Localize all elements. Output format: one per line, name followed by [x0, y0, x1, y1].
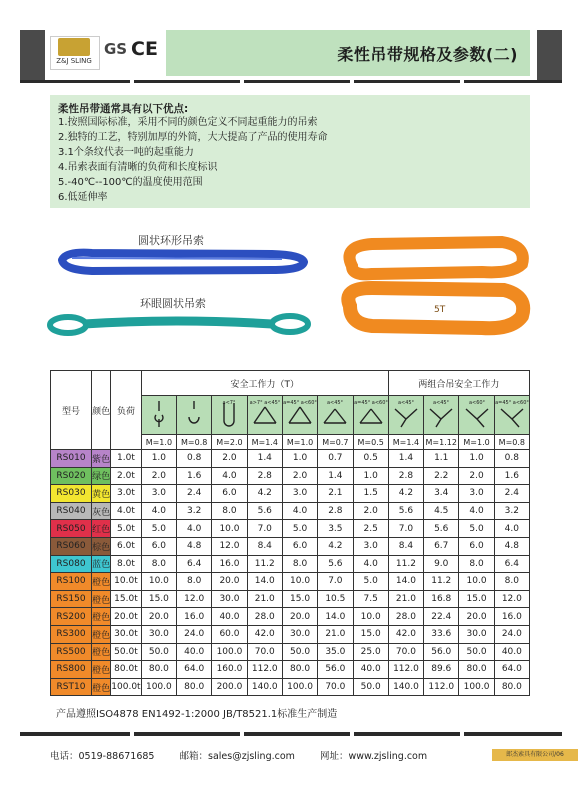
- value-cell: 0.7: [318, 450, 353, 468]
- value-cell: 100.0: [459, 678, 494, 696]
- value-cell: 1.4: [318, 467, 353, 485]
- value-cell: 7.0: [388, 520, 423, 538]
- contact-info: [50, 748, 449, 762]
- angle-label: a<7°: [222, 399, 236, 406]
- color-cell: 橙色: [92, 661, 111, 679]
- mode-factor: M=1.12: [424, 435, 459, 450]
- value-cell: 8.0: [212, 502, 247, 520]
- value-cell: 33.6: [424, 625, 459, 643]
- value-cell: 6.0: [141, 537, 176, 555]
- load-cell: 20.0t: [111, 608, 142, 626]
- value-cell: 80.0: [282, 661, 317, 679]
- load-cell: 80.0t: [111, 661, 142, 679]
- value-cell: 20.0: [212, 573, 247, 591]
- advantage-item: 3.1个条纹代表一吨的起重能力: [58, 147, 194, 158]
- value-cell: 64.0: [494, 661, 529, 679]
- value-cell: 3.0: [282, 485, 317, 503]
- advantage-item: 2.独特的工艺，特别加厚的外筒，大大提高了产品的使用寿命: [58, 132, 328, 143]
- value-cell: 4.5: [424, 502, 459, 520]
- table-row: [51, 467, 530, 485]
- value-cell: 16.0: [212, 555, 247, 573]
- value-cell: 5.0: [141, 520, 176, 538]
- page-tag: 郎杰索具有限公司/06: [492, 749, 578, 761]
- value-cell: 40.0: [177, 643, 212, 661]
- email: 邮箱：sales@zjsling.com: [179, 751, 295, 762]
- value-cell: 4.2: [318, 537, 353, 555]
- value-cell: 80.0: [494, 678, 529, 696]
- model-cell: RS050: [51, 520, 92, 538]
- value-cell: 89.6: [424, 661, 459, 679]
- table-row: [51, 573, 530, 591]
- value-cell: 42.0: [388, 625, 423, 643]
- col-header-pair-safe-load: 两组合吊安全工作力: [388, 371, 529, 396]
- color-cell: 灰色: [92, 502, 111, 520]
- value-cell: 15.0: [353, 625, 388, 643]
- gs-certification-icon: GS: [104, 40, 128, 58]
- model-cell: RS060: [51, 537, 92, 555]
- value-cell: 60.0: [212, 625, 247, 643]
- value-cell: 3.0: [141, 485, 176, 503]
- angle-label: a<45°: [327, 399, 344, 406]
- mode-factor: M=0.5: [353, 435, 388, 450]
- model-cell: RS300: [51, 625, 92, 643]
- value-cell: 200.0: [212, 678, 247, 696]
- advantage-item: 5.-40℃--100℃的温度使用范围: [58, 177, 203, 188]
- value-cell: 3.0: [353, 537, 388, 555]
- spec-table: [50, 370, 530, 696]
- value-cell: 5.6: [424, 520, 459, 538]
- caption-round-sling: 圆状环形吊索: [138, 234, 204, 247]
- lifting-config-icon: [177, 396, 212, 435]
- load-cell: 10.0t: [111, 573, 142, 591]
- value-cell: 22.4: [424, 608, 459, 626]
- color-cell: 紫色: [92, 450, 111, 468]
- value-cell: 4.2: [247, 485, 282, 503]
- value-cell: 0.8: [494, 450, 529, 468]
- model-cell: RS150: [51, 590, 92, 608]
- value-cell: 30.0: [141, 625, 176, 643]
- value-cell: 1.1: [424, 450, 459, 468]
- lifting-config-icon: [424, 396, 459, 435]
- mode-factor: M=0.8: [177, 435, 212, 450]
- color-cell: 棕色: [92, 537, 111, 555]
- value-cell: 28.0: [388, 608, 423, 626]
- phone: 电话：0519-88671685: [50, 751, 155, 762]
- value-cell: 14.0: [388, 573, 423, 591]
- col-header-load: 负荷: [111, 371, 142, 450]
- mode-factor: M=0.8: [494, 435, 529, 450]
- value-cell: 70.0: [247, 643, 282, 661]
- value-cell: 2.8: [318, 502, 353, 520]
- value-cell: 2.8: [388, 467, 423, 485]
- model-cell: RS500: [51, 643, 92, 661]
- value-cell: 112.0: [424, 678, 459, 696]
- model-cell: RS100: [51, 573, 92, 591]
- value-cell: 40.0: [494, 643, 529, 661]
- value-cell: 10.0: [282, 573, 317, 591]
- table-row: [51, 502, 530, 520]
- value-cell: 56.0: [424, 643, 459, 661]
- table-row: [51, 678, 530, 696]
- logo-text: Z&J SLING: [56, 57, 92, 65]
- value-cell: 3.0: [459, 485, 494, 503]
- value-cell: 5.0: [459, 520, 494, 538]
- load-cell: 100.0t: [111, 678, 142, 696]
- angle-label: a=45° a<60°: [353, 399, 388, 406]
- col-header-color: 颜色: [92, 371, 111, 450]
- angle-label: a<45°: [397, 399, 414, 406]
- value-cell: 50.0: [141, 643, 176, 661]
- model-cell: RS040: [51, 502, 92, 520]
- mode-factor: M=0.7: [318, 435, 353, 450]
- value-cell: 2.4: [494, 485, 529, 503]
- value-cell: 4.0: [282, 502, 317, 520]
- value-cell: 10.0: [353, 608, 388, 626]
- value-cell: 1.6: [494, 467, 529, 485]
- value-cell: 3.5: [318, 520, 353, 538]
- value-cell: 15.0: [282, 590, 317, 608]
- value-cell: 6.7: [424, 537, 459, 555]
- header-divider: [20, 80, 562, 83]
- value-cell: 30.0: [212, 590, 247, 608]
- value-cell: 1.0: [353, 467, 388, 485]
- value-cell: 0.5: [353, 450, 388, 468]
- color-cell: 橙色: [92, 573, 111, 591]
- value-cell: 8.0: [177, 573, 212, 591]
- value-cell: 12.0: [494, 590, 529, 608]
- value-cell: 1.5: [353, 485, 388, 503]
- value-cell: 6.4: [177, 555, 212, 573]
- value-cell: 140.0: [247, 678, 282, 696]
- load-cell: 30.0t: [111, 625, 142, 643]
- load-cell: 4.0t: [111, 502, 142, 520]
- table-row: [51, 485, 530, 503]
- angle-label: a>7° a<45°: [249, 399, 281, 406]
- value-cell: 16.0: [494, 608, 529, 626]
- value-cell: 1.6: [177, 467, 212, 485]
- value-cell: 70.0: [388, 643, 423, 661]
- value-cell: 64.0: [177, 661, 212, 679]
- value-cell: 4.2: [388, 485, 423, 503]
- value-cell: 20.0: [141, 608, 176, 626]
- lifting-config-icon: [353, 396, 388, 435]
- value-cell: 21.0: [318, 625, 353, 643]
- advantages-title: 柔性吊带通常具有以下优点:: [58, 103, 189, 115]
- value-cell: 100.0: [141, 678, 176, 696]
- color-cell: 橙色: [92, 678, 111, 696]
- value-cell: 21.0: [247, 590, 282, 608]
- value-cell: 16.8: [424, 590, 459, 608]
- angle-label: a<45°: [433, 399, 450, 406]
- value-cell: 21.0: [388, 590, 423, 608]
- value-cell: 11.2: [424, 573, 459, 591]
- value-cell: 7.0: [318, 573, 353, 591]
- value-cell: 15.0: [459, 590, 494, 608]
- value-cell: 5.6: [318, 555, 353, 573]
- load-cell: 3.0t: [111, 485, 142, 503]
- value-cell: 12.0: [177, 590, 212, 608]
- value-cell: 6.0: [282, 537, 317, 555]
- lifting-config-icon: [459, 396, 494, 435]
- value-cell: 4.0: [353, 555, 388, 573]
- value-cell: 6.4: [494, 555, 529, 573]
- model-cell: RS010: [51, 450, 92, 468]
- table-row: [51, 520, 530, 538]
- table-row: [51, 661, 530, 679]
- value-cell: 112.0: [388, 661, 423, 679]
- load-cell: 5.0t: [111, 520, 142, 538]
- color-cell: 橙色: [92, 625, 111, 643]
- value-cell: 2.2: [424, 467, 459, 485]
- value-cell: 80.0: [177, 678, 212, 696]
- table-row: [51, 590, 530, 608]
- col-header-model: 型号: [51, 371, 92, 450]
- value-cell: 8.4: [247, 537, 282, 555]
- lifting-config-icon: [494, 396, 529, 435]
- value-cell: 24.0: [494, 625, 529, 643]
- value-cell: 11.2: [247, 555, 282, 573]
- advantage-item: 4.吊索表面有清晰的负荷和长度标识: [58, 162, 218, 173]
- value-cell: 30.0: [282, 625, 317, 643]
- sling-load-label: 5T: [434, 305, 446, 315]
- value-cell: 6.0: [212, 485, 247, 503]
- lifting-config-icon: [141, 396, 176, 435]
- value-cell: 1.0: [459, 450, 494, 468]
- value-cell: 28.0: [247, 608, 282, 626]
- value-cell: 4.0: [177, 520, 212, 538]
- model-cell: RS030: [51, 485, 92, 503]
- value-cell: 5.6: [388, 502, 423, 520]
- value-cell: 4.8: [494, 537, 529, 555]
- value-cell: 5.0: [282, 520, 317, 538]
- value-cell: 35.0: [318, 643, 353, 661]
- load-cell: 50.0t: [111, 643, 142, 661]
- value-cell: 20.0: [459, 608, 494, 626]
- mode-factor: M=1.0: [459, 435, 494, 450]
- model-cell: RS200: [51, 608, 92, 626]
- value-cell: 8.4: [388, 537, 423, 555]
- value-cell: 24.0: [177, 625, 212, 643]
- value-cell: 8.0: [494, 573, 529, 591]
- value-cell: 20.0: [282, 608, 317, 626]
- value-cell: 4.0: [494, 520, 529, 538]
- value-cell: 2.4: [177, 485, 212, 503]
- color-cell: 蓝色: [92, 555, 111, 573]
- load-cell: 6.0t: [111, 537, 142, 555]
- eye-sling-image: [46, 312, 314, 338]
- value-cell: 160.0: [212, 661, 247, 679]
- value-cell: 112.0: [247, 661, 282, 679]
- advantage-item: 1.按照国际标准，采用不同的颜色定义不同起重能力的吊索: [58, 117, 318, 128]
- value-cell: 10.5: [318, 590, 353, 608]
- value-cell: 80.0: [459, 661, 494, 679]
- value-cell: 3.4: [424, 485, 459, 503]
- color-cell: 红色: [92, 520, 111, 538]
- lifting-config-icon: [318, 396, 353, 435]
- value-cell: 5.0: [353, 573, 388, 591]
- standards-footnote: 产品遵照ISO4878 EN1492-1:2000 JB/T8521.1标准生产制造: [56, 709, 338, 720]
- value-cell: 50.0: [353, 678, 388, 696]
- lifting-config-icon: [247, 396, 282, 435]
- value-cell: 8.0: [459, 555, 494, 573]
- model-cell: RS800: [51, 661, 92, 679]
- value-cell: 14.0: [247, 573, 282, 591]
- model-cell: RST10: [51, 678, 92, 696]
- color-cell: 橙色: [92, 608, 111, 626]
- value-cell: 16.0: [177, 608, 212, 626]
- value-cell: 10.0: [141, 573, 176, 591]
- value-cell: 10.0: [212, 520, 247, 538]
- value-cell: 8.0: [141, 555, 176, 573]
- value-cell: 2.0: [141, 467, 176, 485]
- lifting-config-icon: [388, 396, 423, 435]
- lifting-config-icon: [282, 396, 317, 435]
- logo-mark: [58, 38, 90, 56]
- angle-label: a=45° a<60°: [283, 399, 317, 406]
- angle-label: a=45° a<60°: [494, 399, 529, 406]
- value-cell: 3.2: [494, 502, 529, 520]
- mode-factor: M=1.0: [141, 435, 176, 450]
- value-cell: 70.0: [318, 678, 353, 696]
- round-sling-image: [52, 246, 310, 276]
- color-cell: 黄色: [92, 485, 111, 503]
- value-cell: 25.0: [353, 643, 388, 661]
- value-cell: 2.0: [353, 502, 388, 520]
- load-cell: 2.0t: [111, 467, 142, 485]
- value-cell: 2.0: [212, 450, 247, 468]
- value-cell: 140.0: [388, 678, 423, 696]
- value-cell: 10.0: [459, 573, 494, 591]
- table-row: [51, 643, 530, 661]
- value-cell: 14.0: [318, 608, 353, 626]
- color-cell: 橙色: [92, 643, 111, 661]
- value-cell: 3.2: [177, 502, 212, 520]
- value-cell: 2.0: [282, 467, 317, 485]
- mode-factor: M=1.4: [247, 435, 282, 450]
- model-cell: RS080: [51, 555, 92, 573]
- table-row: [51, 537, 530, 555]
- website: 网址：www.zjsling.com: [319, 751, 428, 762]
- value-cell: 1.4: [247, 450, 282, 468]
- value-cell: 5.6: [247, 502, 282, 520]
- value-cell: 15.0: [141, 590, 176, 608]
- value-cell: 1.0: [141, 450, 176, 468]
- footer-divider: [20, 732, 562, 736]
- mode-factor: M=1.4: [388, 435, 423, 450]
- value-cell: 9.0: [424, 555, 459, 573]
- value-cell: 12.0: [212, 537, 247, 555]
- value-cell: 2.5: [353, 520, 388, 538]
- value-cell: 2.8: [247, 467, 282, 485]
- value-cell: 4.0: [212, 467, 247, 485]
- value-cell: 7.5: [353, 590, 388, 608]
- mode-factor: M=1.0: [282, 435, 317, 450]
- value-cell: 4.0: [459, 502, 494, 520]
- value-cell: 1.0: [282, 450, 317, 468]
- value-cell: 80.0: [141, 661, 176, 679]
- value-cell: 100.0: [282, 678, 317, 696]
- value-cell: 30.0: [459, 625, 494, 643]
- col-header-safe-load: 安全工作力（T）: [141, 371, 388, 396]
- value-cell: 42.0: [247, 625, 282, 643]
- value-cell: 7.0: [247, 520, 282, 538]
- orange-sling-image: [332, 226, 532, 346]
- value-cell: 50.0: [282, 643, 317, 661]
- color-cell: 绿色: [92, 467, 111, 485]
- ce-certification-icon: CE: [131, 38, 158, 60]
- value-cell: 4.8: [177, 537, 212, 555]
- value-cell: 100.0: [212, 643, 247, 661]
- value-cell: 2.0: [459, 467, 494, 485]
- table-row: [51, 625, 530, 643]
- load-cell: 15.0t: [111, 590, 142, 608]
- load-cell: 1.0t: [111, 450, 142, 468]
- value-cell: 8.0: [282, 555, 317, 573]
- value-cell: 56.0: [318, 661, 353, 679]
- load-cell: 8.0t: [111, 555, 142, 573]
- value-cell: 6.0: [459, 537, 494, 555]
- value-cell: 4.0: [141, 502, 176, 520]
- model-cell: RS020: [51, 467, 92, 485]
- table-row: [51, 555, 530, 573]
- advantage-item: 6.低延伸率: [58, 192, 108, 203]
- value-cell: 11.2: [388, 555, 423, 573]
- mode-factor: M=2.0: [212, 435, 247, 450]
- value-cell: 0.8: [177, 450, 212, 468]
- value-cell: 2.1: [318, 485, 353, 503]
- table-row: [51, 450, 530, 468]
- color-cell: 橙色: [92, 590, 111, 608]
- table-row: [51, 608, 530, 626]
- value-cell: 40.0: [353, 661, 388, 679]
- caption-eye-sling: 环眼圆状吊索: [140, 297, 206, 310]
- lifting-config-icon: [212, 396, 247, 435]
- value-cell: 1.4: [388, 450, 423, 468]
- angle-label: a<60°: [468, 399, 485, 406]
- value-cell: 40.0: [212, 608, 247, 626]
- page-title: 柔性吊带规格及参数(二): [337, 45, 518, 64]
- value-cell: 50.0: [459, 643, 494, 661]
